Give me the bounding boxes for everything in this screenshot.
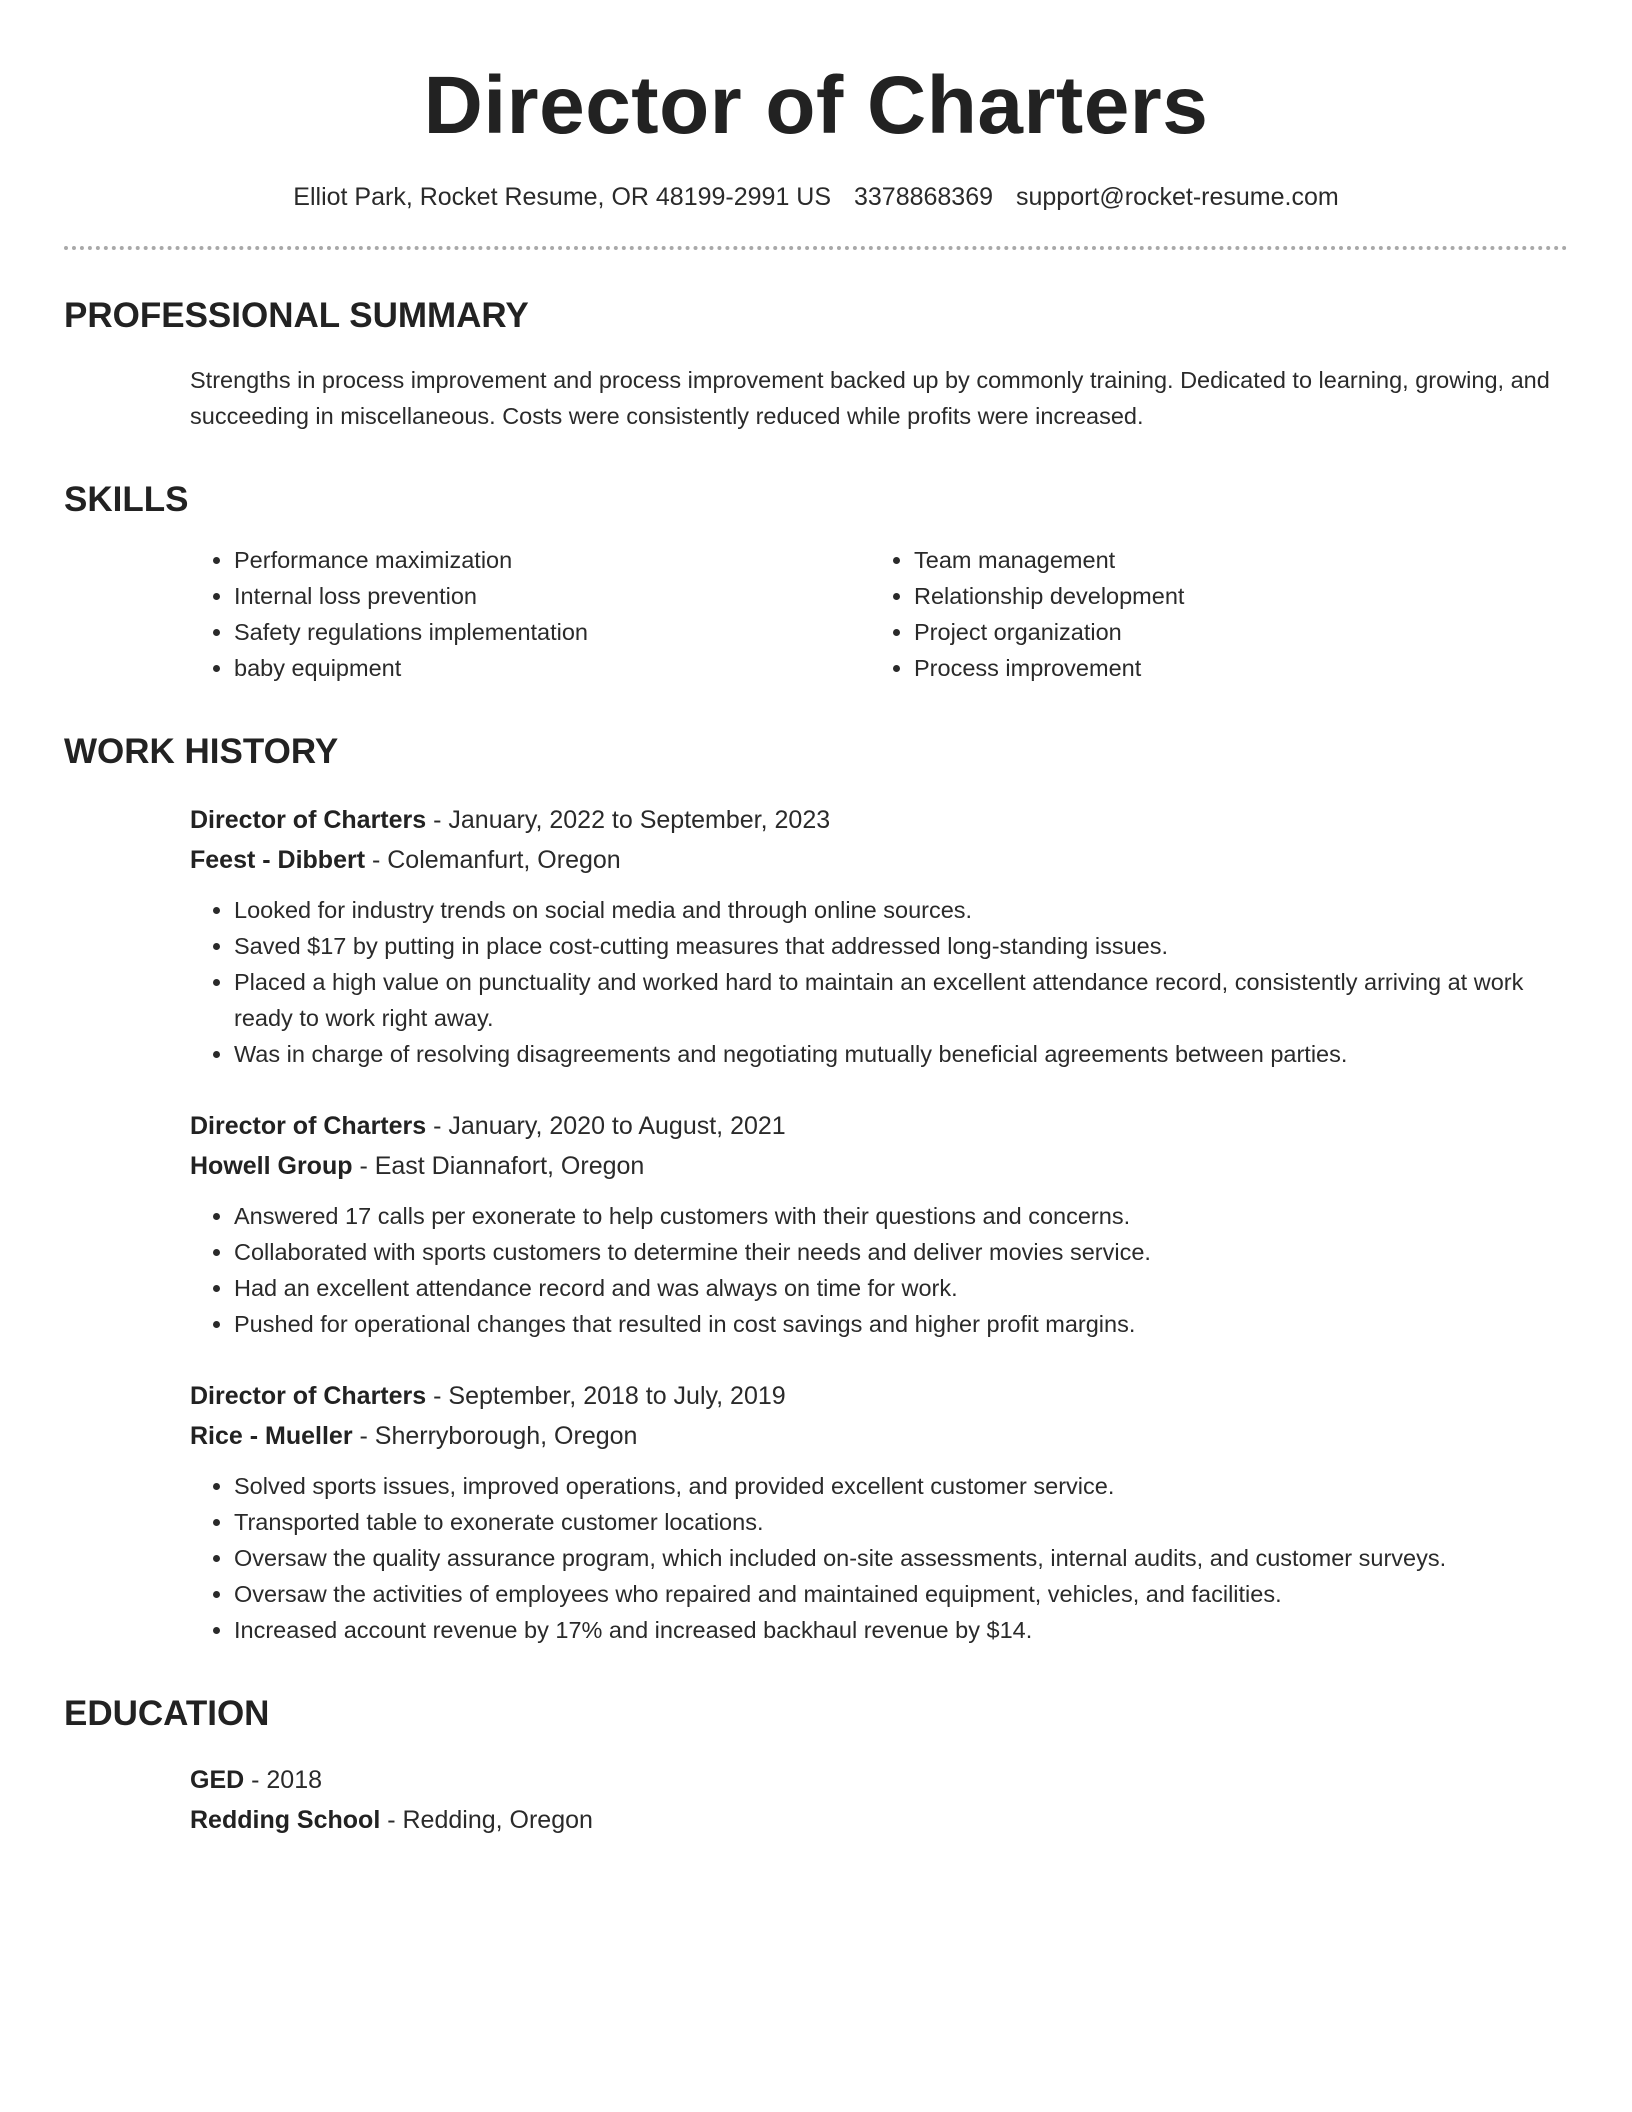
job-dates: - January, 2022 to September, 2023 [426,806,831,834]
job-title-line [190,1106,1568,1146]
skill-item: • Performance maximization [234,542,870,578]
job-bullet: • Oversaw the activities of employees who repaired and maintained equipment, vehicles, and facilities. [234,1576,1568,1612]
job-location: - East Diannafort, Oregon [352,1152,645,1180]
job-role: Director of Charters [190,806,427,834]
job-bullets [190,1198,1568,1342]
job-dates: - September, 2018 to July, 2019 [426,1382,786,1410]
education-school-line [190,1800,1568,1840]
skills-column-right [870,542,1568,686]
job-location: - Colemanfurt, Oregon [365,846,621,874]
skill-item: • Process improvement [914,650,1568,686]
job-entry [190,1376,1568,1648]
summary-text: Strengths in process improvement and process improvement backed up by commonly training. Dedicated to learning, growing, and succeeding in miscellaneous. Costs were consistently reduced while profits were increased. [190,367,1550,429]
job-company: Rice - Mueller [190,1422,353,1450]
job-entry [190,1106,1568,1342]
skill-item: • Safety regulations implementation [234,614,870,650]
job-company-line [190,840,1568,880]
skill-item: • Internal loss prevention [234,578,870,614]
education-degree-line [190,1760,1568,1800]
education-heading: EDUCATION [64,1694,270,1733]
contact-address: Elliot Park, Rocket Resume, OR 48199-2991 US [293,183,832,211]
job-company-line [190,1146,1568,1186]
education-degree: GED [190,1766,245,1794]
skills-list [190,542,1568,686]
job-dates: - January, 2020 to August, 2021 [426,1112,786,1140]
job-role: Director of Charters [190,1112,427,1140]
contact-email: support@rocket-resume.com [1015,183,1339,211]
job-role: Director of Charters [190,1382,427,1410]
skills-column-left [190,542,870,686]
job-bullet: • Looked for industry trends on social media and through online sources. [234,892,1568,928]
education-school: Redding School [190,1806,381,1834]
job-bullet: • Pushed for operational changes that resulted in cost savings and higher profit margins. [234,1306,1568,1342]
job-location: - Sherryborough, Oregon [352,1422,638,1450]
job-bullet: • Oversaw the quality assurance program, which included on-site assessments, internal audits, and customer surveys. [234,1540,1568,1576]
summary-heading: PROFESSIONAL SUMMARY [64,296,529,335]
education-entry [190,1760,1568,1840]
job-company: Howell Group [190,1152,353,1180]
job-bullet: • Transported table to exonerate customer locations. [234,1504,1568,1540]
skill-item: • Project organization [914,614,1568,650]
job-bullet: • Increased account revenue by 17% and increased backhaul revenue by $14. [234,1612,1568,1648]
job-company: Feest - Dibbert [190,846,366,874]
work-history [190,800,1568,1648]
job-bullet: • Solved sports issues, improved operations, and provided excellent customer service. [234,1468,1568,1504]
education-location: - Redding, Oregon [380,1806,593,1834]
job-company-line [190,1416,1568,1456]
contact-line [64,180,1568,214]
header-divider [64,246,1568,250]
skills-heading: SKILLS [64,480,189,519]
job-title-line [190,1376,1568,1416]
job-title-line [190,800,1568,840]
job-bullets [190,1468,1568,1648]
skill-item: • Relationship development [914,578,1568,614]
job-bullet: • Collaborated with sports customers to determine their needs and deliver movies service. [234,1234,1568,1270]
job-bullet: • Answered 17 calls per exonerate to help customers with their questions and concerns. [234,1198,1568,1234]
education-year: - 2018 [244,1766,323,1794]
work-history-heading: WORK HISTORY [64,732,339,771]
job-bullet: • Saved $17 by putting in place cost-cutting measures that addressed long-standing issues. [234,928,1568,964]
job-entry [190,800,1568,1072]
skill-item: • Team management [914,542,1568,578]
job-bullet: • Placed a high value on punctuality and worked hard to maintain an excellent attendance record, consistently arriving at work ready to work right away. [234,964,1568,1036]
job-bullet: • Had an excellent attendance record and was always on time for work. [234,1270,1568,1306]
job-bullet: • Was in charge of resolving disagreements and negotiating mutually beneficial agreements between parties. [234,1036,1568,1072]
contact-phone: 3378868369 [853,183,994,211]
resume-name: Director of Charters [423,60,1209,151]
job-bullets [190,892,1568,1072]
skill-item: • baby equipment [234,650,870,686]
